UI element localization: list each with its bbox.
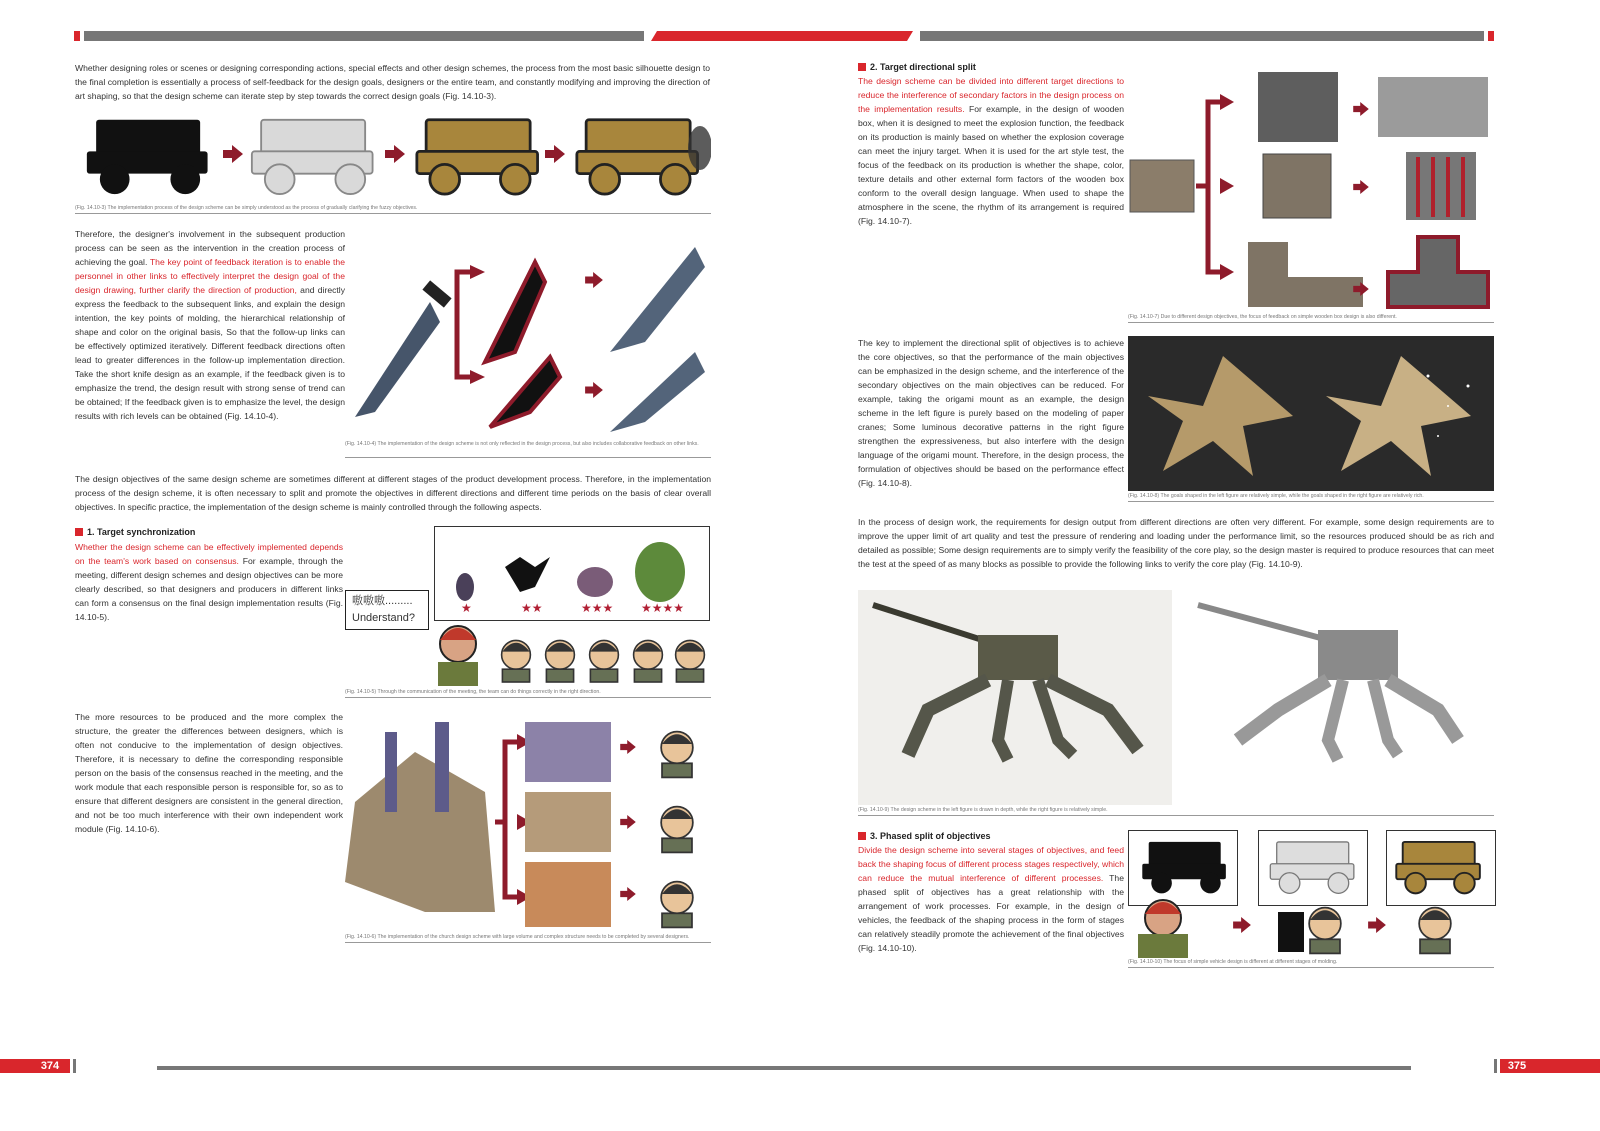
- header-bar-right-red: [1488, 31, 1494, 41]
- fig-14-10-7-rule: [1128, 322, 1494, 323]
- fig-14-10-4-caption: (Fig. 14.10-4) The implementation of the design scheme is not only reflected in the design process, but also includes collaborative feedback on other links.: [345, 441, 699, 447]
- speech-bubble-line-1: 嗷嗷嗷.........: [352, 595, 413, 607]
- header-bar-left: [84, 31, 644, 41]
- paragraph-phased-highlight: Divide the design scheme into several stages of objectives, and feed back the shaping focus of different process stages respectively, which can reduce the mutual interference of different processes.: [858, 845, 1124, 883]
- fig-14-10-9-rule: [858, 815, 1494, 816]
- star-rating-4: ★★★★: [641, 601, 685, 615]
- fig-14-10-9-caption: (Fig. 14.10-9) The design scheme in the left figure is drawn in depth, while the right figure is relatively simple.: [858, 807, 1108, 813]
- page-number-right: 375: [1507, 1060, 1527, 1072]
- paragraph-synchronization: [75, 540, 343, 624]
- fig-14-10-9: [858, 590, 1494, 805]
- fig-14-10-7: [1128, 62, 1494, 312]
- heading-phased-split: [858, 831, 991, 841]
- fig-14-10-3-rule: [75, 213, 711, 214]
- speech-bubble: [345, 590, 429, 630]
- fig-14-10-10-characters: [1128, 890, 1494, 958]
- paragraph-feedback: [75, 227, 345, 423]
- paragraph-objectives: The design objectives of the same design scheme are sometimes different at different stages of the product development process. Therefore, in the implementation process of the design scheme, it is often necessary to split and promote the objectives in different directions and different time periods on the basis of clear overall objectives. In specific practice, the implementation of the design scheme is mainly controlled through the following aspects.: [75, 474, 711, 512]
- paragraph-design-output: In the process of design work, the requirements for design output from different directions are often very different. For example, some design requirements are to improve the upper limit of art quality and test the pressure of rendering and loading under the performance limit, so the resources produced should be as rich and detailed as possible; Some design requirements are to simply verify the feasibility of the core play, so the design master is required to produce resources that can meet the test at the speed of as many blocks as possible to provide the following links to verify the core play (Fig. 14.10-9).: [858, 517, 1494, 569]
- fig-14-10-10-caption: (Fig. 14.10-10) The focus of simple vehicle design is different at different stages of molding.: [1128, 959, 1338, 965]
- paragraph-feedback-b: and directly express the feedback to the subsequent links, and explain the design intention, the key points of molding, the hierarchical relationship of shape and color on the original basis, So that the follow-up links can be effectively optimized iteratively. Different feedback directions often lead to greater differences in the follow-up implementation direction. Take the short knife design as an example, if the feedback given is to emphasize the trend, the design result with strong sense of trend can be obtained; If the feedback given is to emphasize the level, the design results with rich levels can be obtained (Fig. 14.10-4).: [75, 285, 345, 421]
- header-bar-left-red: [74, 31, 80, 41]
- fig-14-10-10-rule: [1128, 967, 1494, 968]
- heading-text: 2. Target directional split: [870, 62, 976, 72]
- star-rating-2: ★★: [521, 601, 543, 615]
- fig-14-10-7-caption: (Fig. 14.10-7) Due to different design objectives, the focus of feedback on simple wooden box design is also different.: [1128, 314, 1397, 320]
- heading-text: 3. Phased split of objectives: [870, 831, 991, 841]
- fig-14-10-3: [75, 108, 711, 200]
- star-rating-3: ★★★: [581, 601, 614, 615]
- heading-marker: [75, 528, 83, 536]
- paragraph-feedback-a: Therefore, the designer's involvement in the subsequent production process can be seen as the intervention in the creation process of achieving the goal.: [75, 229, 345, 267]
- fig-14-10-8: [1128, 336, 1494, 491]
- footer-left-tick: [73, 1059, 76, 1073]
- meeting-characters: [430, 612, 710, 686]
- paragraph-directional-split: [858, 74, 1124, 228]
- heading-target-synchronization: [75, 527, 195, 537]
- heading-marker: [858, 832, 866, 840]
- star-rating-1: ★: [461, 601, 472, 615]
- paragraph-responsible-person: The more resources to be produced and the more complex the structure, the greater the differences between designers, which is often not conducive to the implementation of design objectives. Therefore, it is necessary to define the corresponding responsible person on the basis of the consensus reached in the meeting, and the work module that each responsible person is responsible for, so as to ensure that different designers are consistent in the general direction, and not be too much interference with their own independent work module (Fig. 14.10-6).: [75, 712, 343, 834]
- paragraph-phased-split: [858, 843, 1124, 955]
- heading-target-directional-split: [858, 62, 976, 72]
- fig-14-10-5-caption: (Fig. 14.10-5) Through the communication of the meeting, the team can do things correctly in the right direction.: [345, 689, 601, 695]
- header-bar-right: [920, 31, 1484, 41]
- footer-right-tick: [1494, 1059, 1497, 1073]
- fig-14-10-6: [345, 712, 711, 930]
- page-number-left: 374: [40, 1060, 60, 1072]
- fig-14-10-8-rule: [1128, 501, 1494, 502]
- fig-14-10-6-caption: (Fig. 14.10-6) The implementation of the church design scheme with large volume and complex structure needs to be completed by several designers.: [345, 934, 690, 940]
- intro-paragraph: Whether designing roles or scenes or designing corresponding actions, special effects and other design schemes, the process from the most basic silhouette design to the final completion is essentially a process of self-feedback for the design goals, designers or the entire team, and constantly modifying and improving the direction of art shaping, so that the design scheme can iterate step by step towards the correct design goals (Fig. 14.10-3).: [75, 63, 710, 101]
- paragraph-core-objectives: The key to implement the directional split of objectives is to achieve the core objectives, so that the performance of the main objectives can be emphasized in the design scheme, and the interference of the secondary objectives on the main objectives can be reduced. For example, taking the origami mount as an example, the design scheme in the left figure is purely based on the modeling of paper cranes; Some luminous decorative patterns in the right figure strengthen the expressiveness, but also interfere with the design language of the origami mount. Therefore, in the design process, the formulation of objectives should be based on the performance effect (Fig. 14.10-8).: [858, 338, 1124, 488]
- paragraph-directional-highlight: The design scheme can be divided into different target directions to reduce the interference of secondary factors in the design process on the implementation results.: [858, 76, 1124, 114]
- fig-14-10-3-caption: (Fig. 14.10-3) The implementation process of the design scheme can be simply understood as the process of gradually clarifying the fuzzy objectives.: [75, 205, 418, 211]
- paragraph-synchronization-highlight: Whether the design scheme can be effectively implemented depends on the team's work based on consensus.: [75, 542, 343, 566]
- fig-14-10-6-rule: [345, 942, 711, 943]
- footer-center-bar: [157, 1066, 1411, 1070]
- paragraph-synchronization-b: For example, through the meeting, different design schemes and design objectives can be more clearly described, so that designers and producers in different links can form a consensus on the final design implementation results (Fig. 14.10-5).: [75, 556, 344, 622]
- paragraph-directional-b: For example, in the design of wooden box, when it is designed to meet the explosion function, the feedback on its production is mainly based on whether the explosion coverage can meet the injury target. When it is used for the art style test, the focus of the feedback on its production is whether the shape, color, texture details and other external form factors of the wooden box conform to the overall design language. When used to shape the atmosphere in the scene, the rhythm of its arrangement is required (Fig. 14.10-7).: [858, 104, 1124, 226]
- fig-14-10-8-caption: (Fig. 14.10-8) The goals shaped in the left figure are relatively simple, while the goals shaped in the right figure are relatively rich.: [1128, 493, 1424, 499]
- heading-text: 1. Target synchronization: [87, 527, 196, 537]
- heading-marker: [858, 63, 866, 71]
- fig-14-10-4-rule: [345, 457, 711, 458]
- paragraph-phased-b: The phased split of objectives has a great relationship with the arrangement of work processes. For example, in the design of vehicles, the feedback of the shaping process in the form of stages can relatively steadily promote the achievement of the final objectives (Fig. 14.10-10).: [858, 873, 1124, 953]
- fig-14-10-5-monster-board: [434, 526, 710, 621]
- fig-14-10-4: [345, 232, 711, 437]
- fig-14-10-5-rule: [345, 697, 711, 698]
- paragraph-feedback-highlight: The key point of feedback iteration is to enable the personnel in other links to effectively interpret the design goal of the design drawing, further clarify the direction of production,: [75, 257, 345, 295]
- header-bar-center-red: [651, 31, 913, 41]
- speech-bubble-line-2: Understand?: [352, 612, 415, 624]
